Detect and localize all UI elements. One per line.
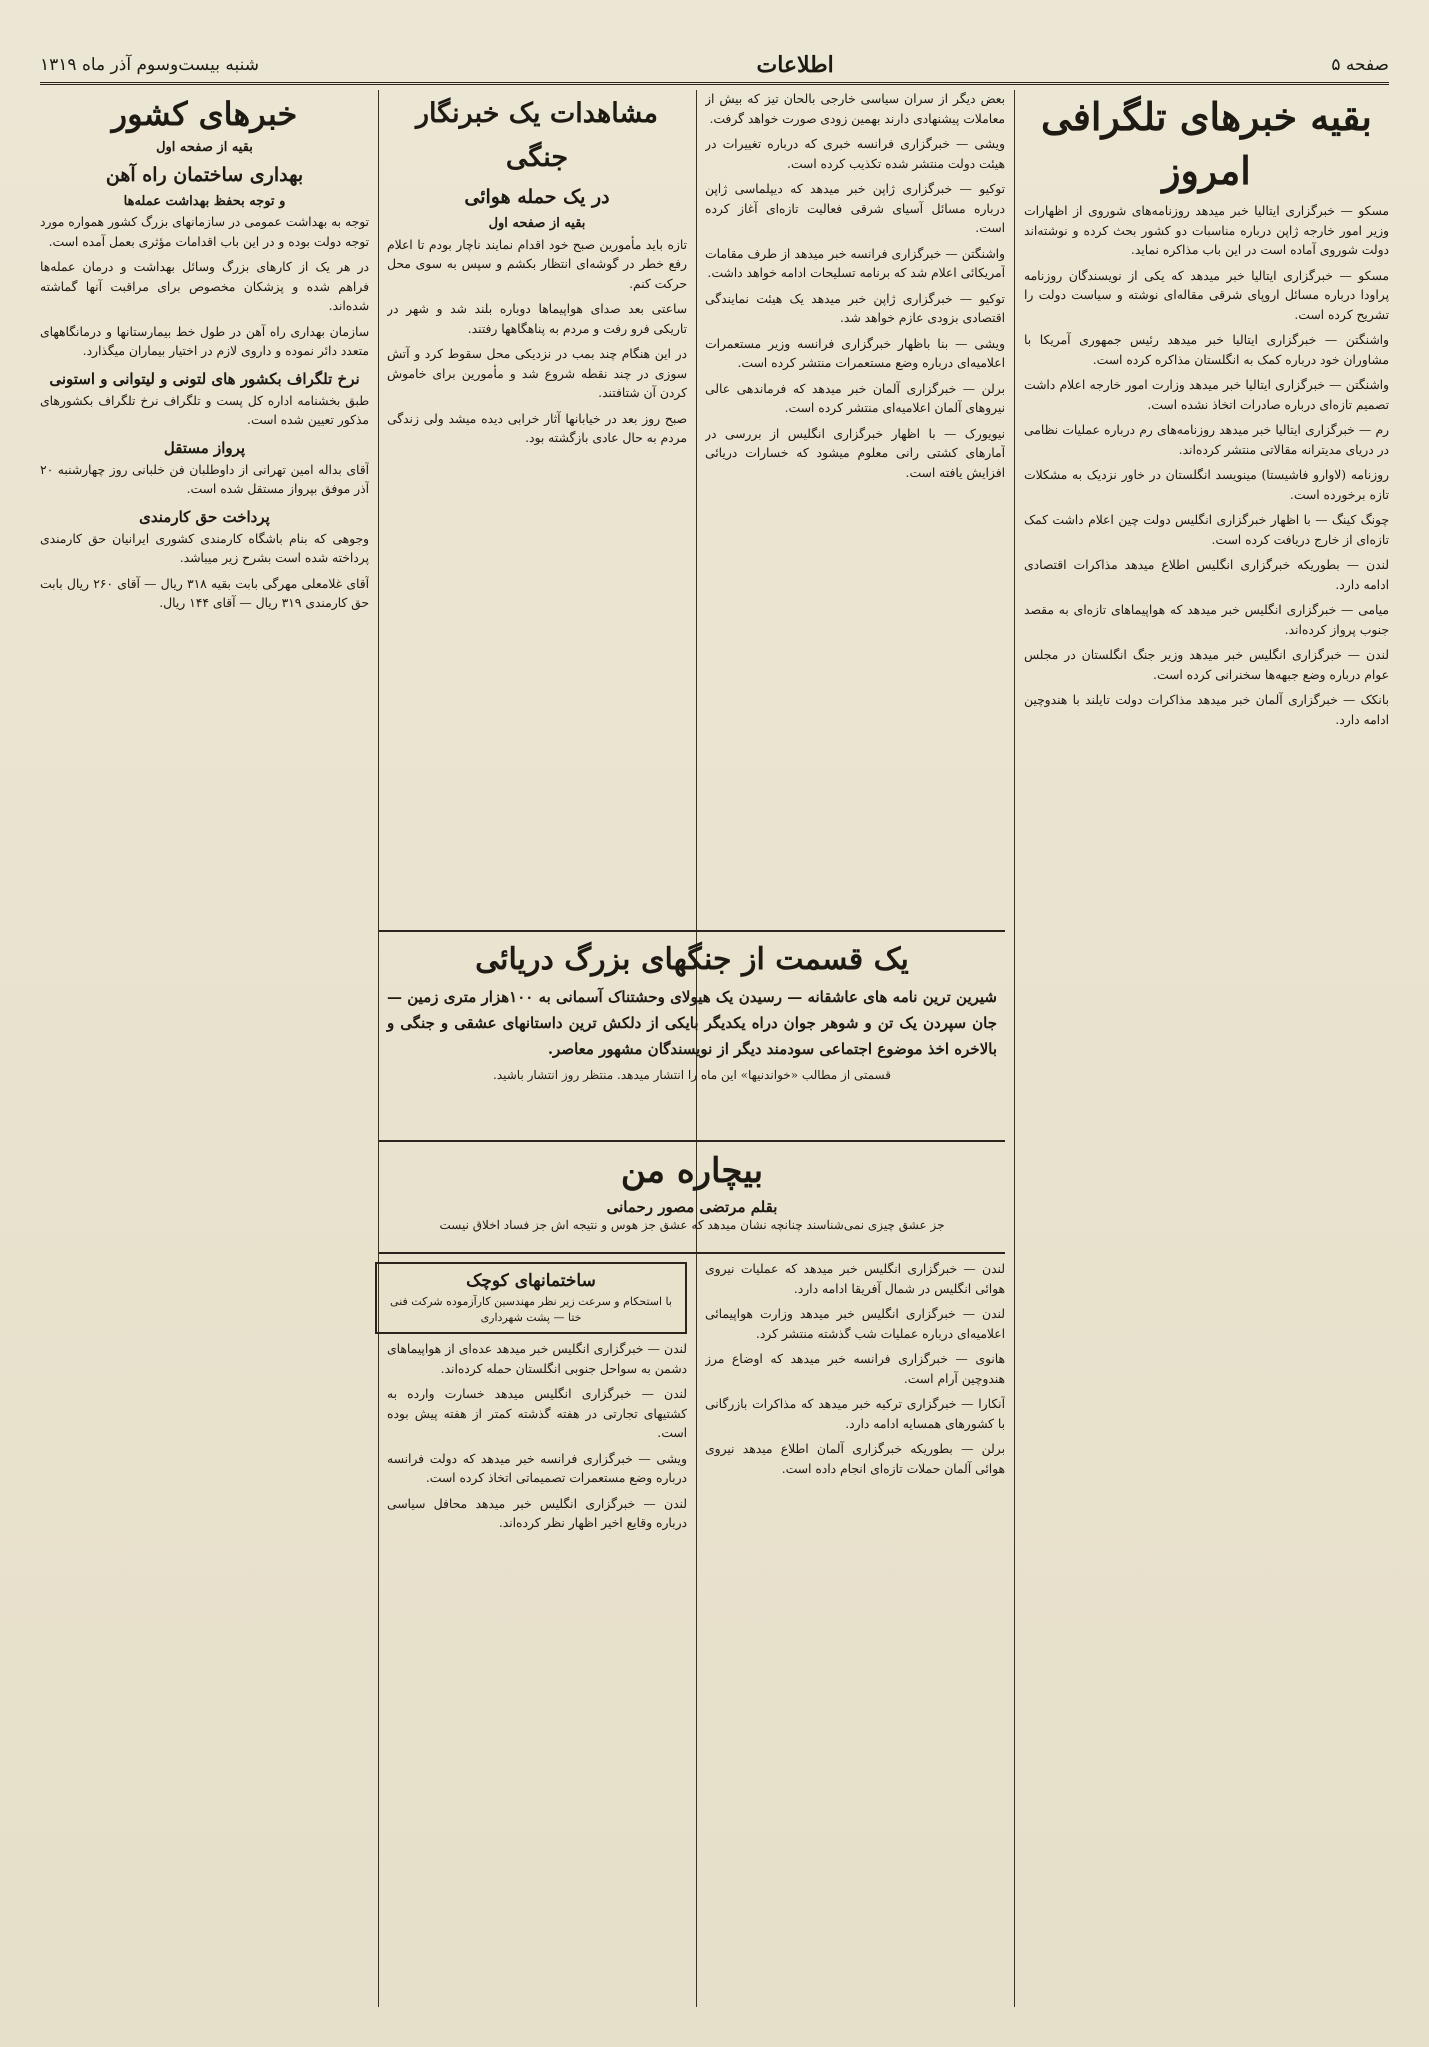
correspondent-paragraph: ساعتی بعد صدای هواپیماها دوباره بلند شد و شهر در تاریکی فرو رفت و مردم به پناهگاهها رفتند. <box>387 302 687 336</box>
telegraph-headline: بقیه خبرهای تلگرافی امروز <box>1041 94 1372 193</box>
lower-paragraph: لندن — خبرگزاری انگلیس خبر میدهد وزارت هواپیمائی اعلامیه‌ای درباره عملیات شب گذشته منتشر کرد. <box>705 1307 1005 1341</box>
telegraph-paragraph: واشنگتن — خبرگزاری ایتالیا خبر میدهد رئیس جمهوری آمریکا با مشاوران خود درباره کمک به انگلستان مذاکره کرده است. <box>1024 333 1389 367</box>
telegraph-rate-subhead: نرخ تلگراف بکشور های لتونی و لیتوانی و استونی <box>49 369 360 388</box>
telegraph-paragraph: رم — خبرگزاری ایتالیا خبر میدهد روزنامه‌های رم درباره عملیات نظامی در دریای مدیترانه مقالاتی منتشر کرده‌اند. <box>1024 423 1389 457</box>
telegraph-paragraph: لندن — خبرگزاری انگلیس خبر میدهد وزیر جنگ انگلستان در مجلس عوام درباره وضع جبهه‌ها سخنرانی کرده است. <box>1024 648 1389 682</box>
telegraph-paragraph: چونگ کینگ — با اظهار خبرگزاری انگلیس دولت چین اعلام داشت کمک تازه‌ای از خارج دریافت کرده است. <box>1024 513 1389 547</box>
lower-paragraph: ویشی — خبرگزاری فرانسه خبر میدهد که دولت فرانسه درباره وضع مستعمرات تصمیماتی اتخاذ کرده است. <box>387 1451 687 1485</box>
telegraph-paragraph: برلن — خبرگزاری آلمان خبر میدهد که فرماندهی عالی نیروهای آلمان اعلامیه‌ای منتشر کرده است. <box>705 381 1005 415</box>
telegraph-column <box>1024 90 1389 2007</box>
small-building-ad <box>375 1262 687 1334</box>
paper-title: اطلاعات <box>756 52 834 78</box>
country-paragraph: سازمان بهداری راه آهن در طول خط بیمارستانها و درمانگاههای متعدد دائر نموده و داروی لازم در اختیار بیماران میگذارد. <box>40 324 369 358</box>
book-ad <box>379 1146 1005 1246</box>
telegraph-paragraph: مسکو — خبرگزاری ایتالیا خبر میدهد روزنامه‌های شوروی از اظهارات وزیر امور خارجه ژاپن درباره مناسبات دو کشور بحث کرده و نوشته‌اند دولت شوروی آماده است در این باب مذاکره نماید. <box>1024 204 1389 257</box>
telegraph-paragraph: بعض دیگر از سران سیاسی خارجی بالحان تیز که بیش از معاملات پیشنهادی دارند بهمین زودی صورت خواهد گرفت. <box>705 92 1005 126</box>
page-number: صفحه ۵ <box>1331 55 1389 75</box>
country-news-kicker: بقیه از صفحه اول <box>156 140 253 155</box>
feature-summary: شیرین ترین نامه های عاشقانه — رسیدن یک هیولای وحشتناک آسمانی به ۱۰۰هزار متری زمین — جان سپردن یک تن و شوهر جوان دراه یکدیگر بایکی از دلکش ترین داستانهای عشقی و جنگی و بالاخره اخذ موضوع اجتماعی سودمند دیگر از نویسندگان مشهور معاصر. <box>387 988 997 1058</box>
telegraph-paragraph: ویشی — بنا باظهار خبرگزاری فرانسه وزیر مستعمرات اعلامیه‌ای درباره وضع مستعمرات منتشر کرده است. <box>705 336 1005 370</box>
lower-paragraph: آنکارا — خبرگزاری ترکیه خبر میدهد که مذاکرات بازرگانی با کشورهای همسایه ادامه دارد. <box>705 1397 1005 1431</box>
correspondent-subhead: در یک حمله هوائی <box>464 186 610 208</box>
lower-paragraph: هانوی — خبرگزاری فرانسه خبر میدهد که اوضاع مرز هندوچین آرام است. <box>705 1352 1005 1386</box>
feature-note: قسمتی از مطالب «خواندنیها» این ماه را انتشار میدهد. منتظر روز انتشار باشید. <box>493 1068 891 1082</box>
railway-health-note: و توجه بحفظ بهداشت عمله‌ها <box>123 193 286 209</box>
lower-news-column-2 <box>387 1340 687 2007</box>
telegraph-paragraph: نیویورک — با اظهار خبرگزاری انگلیس از بررسی در آمارهای کشتی رانی معلوم میشود که خسارات دریائی افزایش یافته است. <box>705 426 1005 480</box>
telegraph-paragraph: واشنگتن — خبرگزاری ایتالیا خبر میدهد وزارت امور خارجه اعلام داشت تصمیم تازه‌ای درباره صادرات اتخاذ نشده است. <box>1024 378 1389 412</box>
country-paragraph: طبق بخشنامه اداره کل پست و تلگراف نرخ تلگراف بکشورهای مذکور تعیین شده است. <box>40 393 369 427</box>
column-rule <box>1014 90 1015 2007</box>
lower-paragraph: لندن — خبرگزاری انگلیس میدهد خسارت وارده به کشتیهای تجارتی در هفته گذشته کمتر از هفته پیش بوده است. <box>387 1387 687 1440</box>
correspondent-paragraph: تازه باید مأمورین صبح خود اقدام نمایند ناچار بودم تا اعلام رفع خطر در گوشه‌ای انتظار بکشم و سپس به سوی محل حرکت کنم. <box>387 237 687 291</box>
country-paragraph: آقای بداله امین تهرانی از داوطلبان فن خلبانی روز چهارشنبه ۲۰ آذر موفق بپرواز مستقل شده است. <box>40 462 369 496</box>
country-news-column <box>40 90 369 2007</box>
lower-paragraph: برلن — بطوریکه خبرگزاری آلمان اطلاع میدهد نیروی هوائی آلمان حملات تازه‌ای انجام داده است. <box>705 1442 1005 1476</box>
book-ad-blurb: جز عشق چیزی نمی‌شناسند چنانچه نشان میدهد که عشق جز هوس و نتیجه اش جز فساد اخلاق نیست <box>439 1218 945 1232</box>
lower-paragraph: لندن — خبرگزاری انگلیس خبر میدهد محافل سیاسی درباره وقایع اخیر اظهار نظر کرده‌اند. <box>387 1496 687 1530</box>
country-news-headline: خبرهای کشور <box>111 95 298 133</box>
feature-headline: یک قسمت از جنگهای بزرگ دریائی <box>475 942 909 977</box>
issue-date: شنبه بیست‌وسوم آذر ماه ۱۳۱۹ <box>40 55 259 75</box>
small-ad-title: ساختمانهای کوچک <box>466 1271 596 1291</box>
telegraph-paragraph: میامی — خبرگزاری انگلیس خبر میدهد که هواپیماهای تازه‌ای به مقصد جنوب پرواز کرده‌اند. <box>1024 603 1389 637</box>
telegraph-paragraph: بانکک — خبرگزاری آلمان خبر میدهد مذاکرات دولت تایلند با هندوچین ادامه دارد. <box>1024 693 1389 727</box>
feature-top-rule <box>379 930 1005 932</box>
lower-paragraph: لندن — خبرگزاری انگلیس خبر میدهد که عملیات نیروی هوائی انگلیس در شمال آفریقا ادامه دارد. <box>705 1262 1005 1296</box>
feature-bottom-rule <box>379 1140 1005 1142</box>
country-paragraph: آقای غلامعلی مهرگی بابت بقیه ۳۱۸ ریال — آقای ۲۶۰ ریال بابت حق کارمندی ۳۱۹ ریال — آقای ۱۴۴ ریال. <box>40 576 369 610</box>
correspondent-kicker: بقیه از صفحه اول <box>488 216 586 231</box>
solo-flight-subhead: پرواز مستقل <box>163 438 246 457</box>
railway-health-subhead: بهداری ساختمان راه آهن <box>105 163 304 186</box>
small-ad-text: با استحکام و سرعت زیر نظر مهندسین کارآزموده شرکت فنی ختا — پشت شهرداری <box>390 1295 672 1324</box>
book-ad-rule <box>379 1252 1005 1254</box>
country-paragraph: در هر یک از کارهای بزرگ وسائل بهداشت و درمان عمله‌ها فراهم شده و پزشکان مخصوص برای مراقبت آنها گماشته شده‌اند. <box>40 260 369 313</box>
lower-news-column <box>705 1260 1005 2007</box>
telegraph-paragraph: توکیو — خبرگزاری ژاپن خبر میدهد که دیپلماسی ژاپن درباره مسائل آسیای شرقی فعالیت تازه‌ای آغاز کرده است. <box>705 182 1005 235</box>
telegraph-paragraph: لندن — بطوریکه خبرگزاری انگلیس اطلاع میدهد مذاکرات اقتصادی ادامه دارد. <box>1024 558 1389 592</box>
telegraph-paragraph: مسکو — خبرگزاری ایتالیا خبر میدهد که یکی از نویسندگان روزنامه پراودا درباره مسائل اروپای شرقی مقاله‌ای نوشته و سیاست دولت را تشریح کرده است. <box>1024 268 1389 322</box>
masthead <box>40 48 1389 85</box>
correspondent-column <box>387 90 687 927</box>
feature-band <box>379 936 1005 1136</box>
telegraph-paragraph: توکیو — خبرگزاری ژاپن خبر میدهد یک هیئت نمایندگی اقتصادی بزودی عازم خواهد شد. <box>705 291 1005 325</box>
book-ad-title: بیچاره من <box>620 1151 764 1191</box>
correspondent-paragraph: صبح روز بعد در خیابانها آثار خرابی دیده میشد ولی زندگی مردم به حال عادی بازگشته بود. <box>387 411 687 445</box>
country-paragraph: وجوهی که بنام باشگاه کارمندی کشوری ایرانیان حق کارمندی پرداخته شده است بشرح زیر میباشد. <box>40 531 369 565</box>
telegraph-paragraph: ویشی — خبرگزاری فرانسه خبری که درباره تغییرات در هیئت دولت منتشر شده تکذیب کرده است. <box>705 137 1005 171</box>
correspondent-headline: مشاهدات یک خبرنگار جنگی <box>415 98 658 173</box>
telegraph-paragraph: واشنگتن — خبرگزاری فرانسه خبر میدهد از طرف مقامات آمریکائی اعلام شد که برنامه تسلیحات ادامه خواهد داشت. <box>705 246 1005 280</box>
correspondent-paragraph: در این هنگام چند بمب در نزدیکی محل سقوط کرد و آتش سوزی در چند نقطه شروع شد و مأمورین برای خاموش کردن آن شتافتند. <box>387 347 687 400</box>
country-paragraph: توجه به بهداشت عمومی در سازمانهای بزرگ کشور همواره مورد توجه دولت بوده و در این باب اقدامات مؤثری بعمل آمده است. <box>40 215 369 249</box>
lower-paragraph: لندن — خبرگزاری انگلیس خبر میدهد عده‌ای از هواپیماهای دشمن به سواحل جنوبی انگلستان حمله کرده‌اند. <box>387 1342 687 1376</box>
telegraph-paragraph: روزنامه (لاوارو فاشیستا) مینویسد انگلستان در خاور نزدیک به مشکلات تازه برخورده است. <box>1024 468 1389 502</box>
staff-fee-subhead: پرداخت حق کارمندی <box>139 507 270 526</box>
book-ad-author: بقلم مرتضی مصور رحمانی <box>606 1198 778 1216</box>
